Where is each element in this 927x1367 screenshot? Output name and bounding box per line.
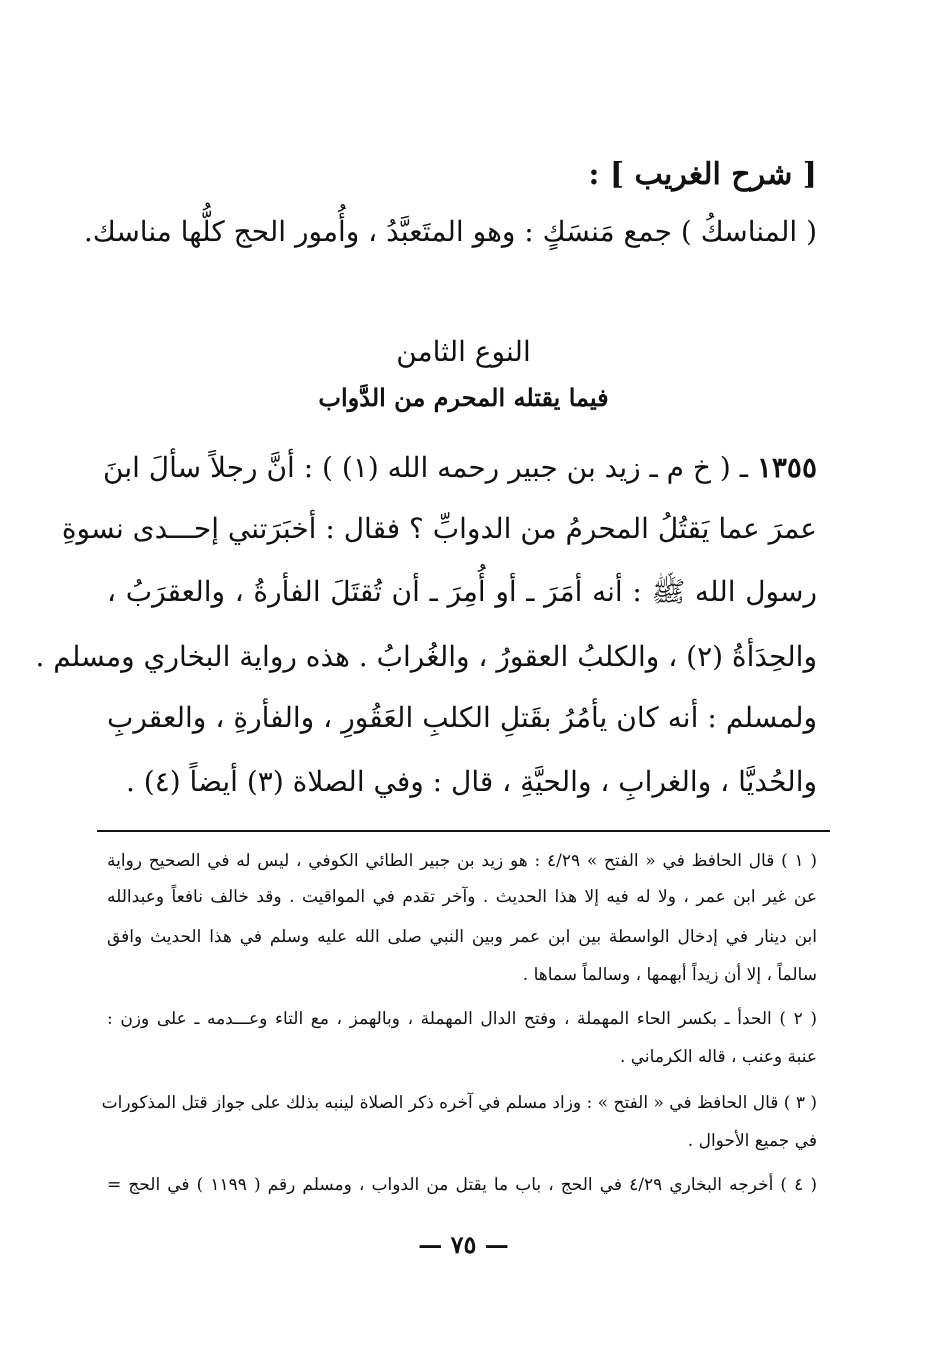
footnote-1-line-4: سالماً ، إلا أن زيداً أبهمها ، وسالماً سماها . <box>522 965 817 985</box>
page-number: — ٧٥ — <box>418 1230 509 1259</box>
chapter-title: النوع الثامن <box>396 335 531 368</box>
footnote-3-line-2: في جميع الأحوال . <box>687 1131 817 1151</box>
gloss-line: ( المناسكُ ) جمع مَنسَكٍ : وهو المتَعبَّدُ ، وأُمور الحج كلُّها مناسك. <box>83 215 817 248</box>
hadith-line-5: ولمسلم : أنه كان يأمُرُ بقَتلِ الكلبِ العَقُورِ ، والفأرةِ ، والعقربِ <box>107 701 817 734</box>
hadith-line-2: عمرَ عما يَقتُلُ المحرمُ من الدوابِّ ؟ فقال : أخبَرَتني إحـــدى نسوةِ <box>61 512 817 545</box>
hadith-line-1 <box>103 448 817 488</box>
footnote-1-line-2: عن غير ابن عمر ، ولا له فيه إلا هذا الحديث . وآخر تقدم في المواقيت . وقد خالف نافعاً وعبدالله <box>107 887 817 907</box>
hadith-line-4: والحِدَأةُ (٢) ، والكلبُ العقورُ ، والغُرابُ . هذه رواية البخاري ومسلم . <box>35 640 817 673</box>
footnote-divider <box>97 830 830 832</box>
footnote-1-line-3: ابن دينار في إدخال الواسطة بين ابن عمر وبين النبي صلى الله عليه وسلم في هذا الحديث وافق <box>107 927 817 947</box>
hadith-number: ١٣٥٥ <box>756 451 817 484</box>
hadith-line-1-text: ـ ( خ م ـ زيد بن جبير رحمه الله (١) ) : أنَّ رجلاً سألَ ابنَ <box>103 451 748 484</box>
hadith-line-3: رسول الله ﷺ : أنه أمَرَ ـ أو أُمِرَ ـ أن تُقتَلَ الفأرةُ ، والعقرَبُ ، <box>107 575 817 608</box>
footnote-4-line-1: ( ٤ ) أخرجه البخاري ٤/٢٩ في الحج ، باب ما يقتل من الدواب ، ومسلم رقم ( ١١٩٩ ) في الحج = <box>107 1175 818 1195</box>
section-heading: [ شرح الغريب ] : <box>588 157 817 192</box>
footnote-2-line-2: عنبة وعنب ، قاله الكرماني . <box>619 1047 817 1067</box>
chapter-subtitle: فيما يقتله المحرم من الدَّواب <box>318 383 609 412</box>
footnote-3-line-1: ( ٣ ) قال الحافظ في « الفتح » : وزاد مسلم في آخره ذكر الصلاة لينبه بذلك على جواز قتل المذكورات <box>101 1093 817 1113</box>
footnote-2-line-1: ( ٢ ) الحدأ ـ بكسر الحاء المهملة ، وفتح الدال المهملة ، وبالهمز ، مع التاء وعـــدمه ـ على وزن : <box>107 1009 817 1029</box>
footnote-1-line-1: ( ١ ) قال الحافظ في « الفتح » ٤/٢٩ : هو زيد بن جبير الطائي الكوفي ، ليس له في الصحيح رواية <box>107 851 817 871</box>
hadith-line-6: والحُديَّا ، والغرابِ ، والحيَّةِ ، قال : وفي الصلاة (٣) أيضاً (٤) . <box>125 765 817 798</box>
